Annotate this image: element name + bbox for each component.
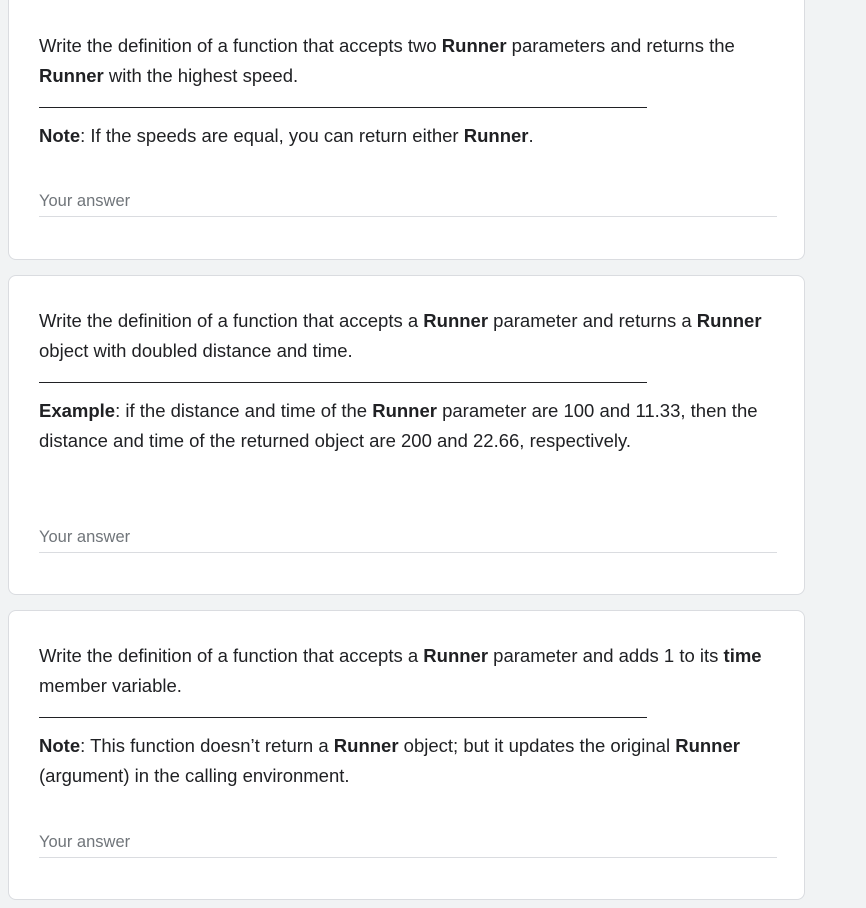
- text-run: (argument) in the calling environment.: [39, 765, 350, 786]
- text-run: Write the definition of a function that accepts two: [39, 35, 442, 56]
- question-card-1: [8, 0, 805, 260]
- text-run: parameter and adds 1 to its: [488, 645, 724, 666]
- text-run: with the highest speed.: [103, 65, 299, 86]
- answer-input[interactable]: [39, 523, 777, 553]
- question-note: [39, 731, 784, 791]
- question-text: [39, 31, 784, 91]
- question-example: [39, 396, 784, 456]
- bold-term: Note: [39, 735, 81, 756]
- bold-term: Runner: [696, 310, 762, 331]
- bold-term: Runner: [675, 735, 740, 756]
- text-run: .: [528, 125, 534, 146]
- text-run: parameters and returns the: [506, 35, 735, 56]
- text-run: member variable.: [39, 675, 182, 696]
- bold-term: Runner: [39, 65, 104, 86]
- text-run: : If the speeds are equal, you can return either: [80, 125, 464, 146]
- bold-term: Note: [39, 125, 81, 146]
- bold-term: Example: [39, 400, 116, 421]
- text-run: : This function doesn’t return a: [80, 735, 334, 756]
- separator-line: [39, 83, 649, 113]
- text-run: object; but it updates the original: [398, 735, 676, 756]
- text-run: parameter and returns a: [488, 310, 697, 331]
- bold-term: time: [723, 645, 762, 666]
- question-note: [39, 121, 784, 151]
- bold-term: Runner: [372, 400, 437, 421]
- answer-input[interactable]: [39, 828, 777, 858]
- question-card-2: [8, 275, 805, 595]
- bold-term: Runner: [423, 645, 489, 666]
- text-run: : if the distance and time of the: [115, 400, 373, 421]
- text-run: Write the definition of a function that accepts a: [39, 310, 424, 331]
- question-card-3: [8, 610, 805, 900]
- text-run: object with doubled distance and time.: [39, 340, 353, 361]
- bold-term: Runner: [441, 35, 507, 56]
- text-run: Write the definition of a function that accepts a: [39, 645, 424, 666]
- separator-line: [39, 693, 649, 723]
- question-text: [39, 641, 784, 701]
- text-run: parameter are 100 and 11.33, then the distance and time of the returned object are 200 and 22.66, respectively.: [39, 400, 758, 451]
- separator-rule: [39, 717, 647, 718]
- bold-term: Runner: [463, 125, 529, 146]
- bold-term: Runner: [423, 310, 489, 331]
- answer-input[interactable]: [39, 187, 777, 217]
- separator-rule: [39, 107, 647, 108]
- question-text: [39, 306, 784, 366]
- separator-line: [39, 358, 649, 388]
- separator-rule: [39, 382, 647, 383]
- bold-term: Runner: [333, 735, 399, 756]
